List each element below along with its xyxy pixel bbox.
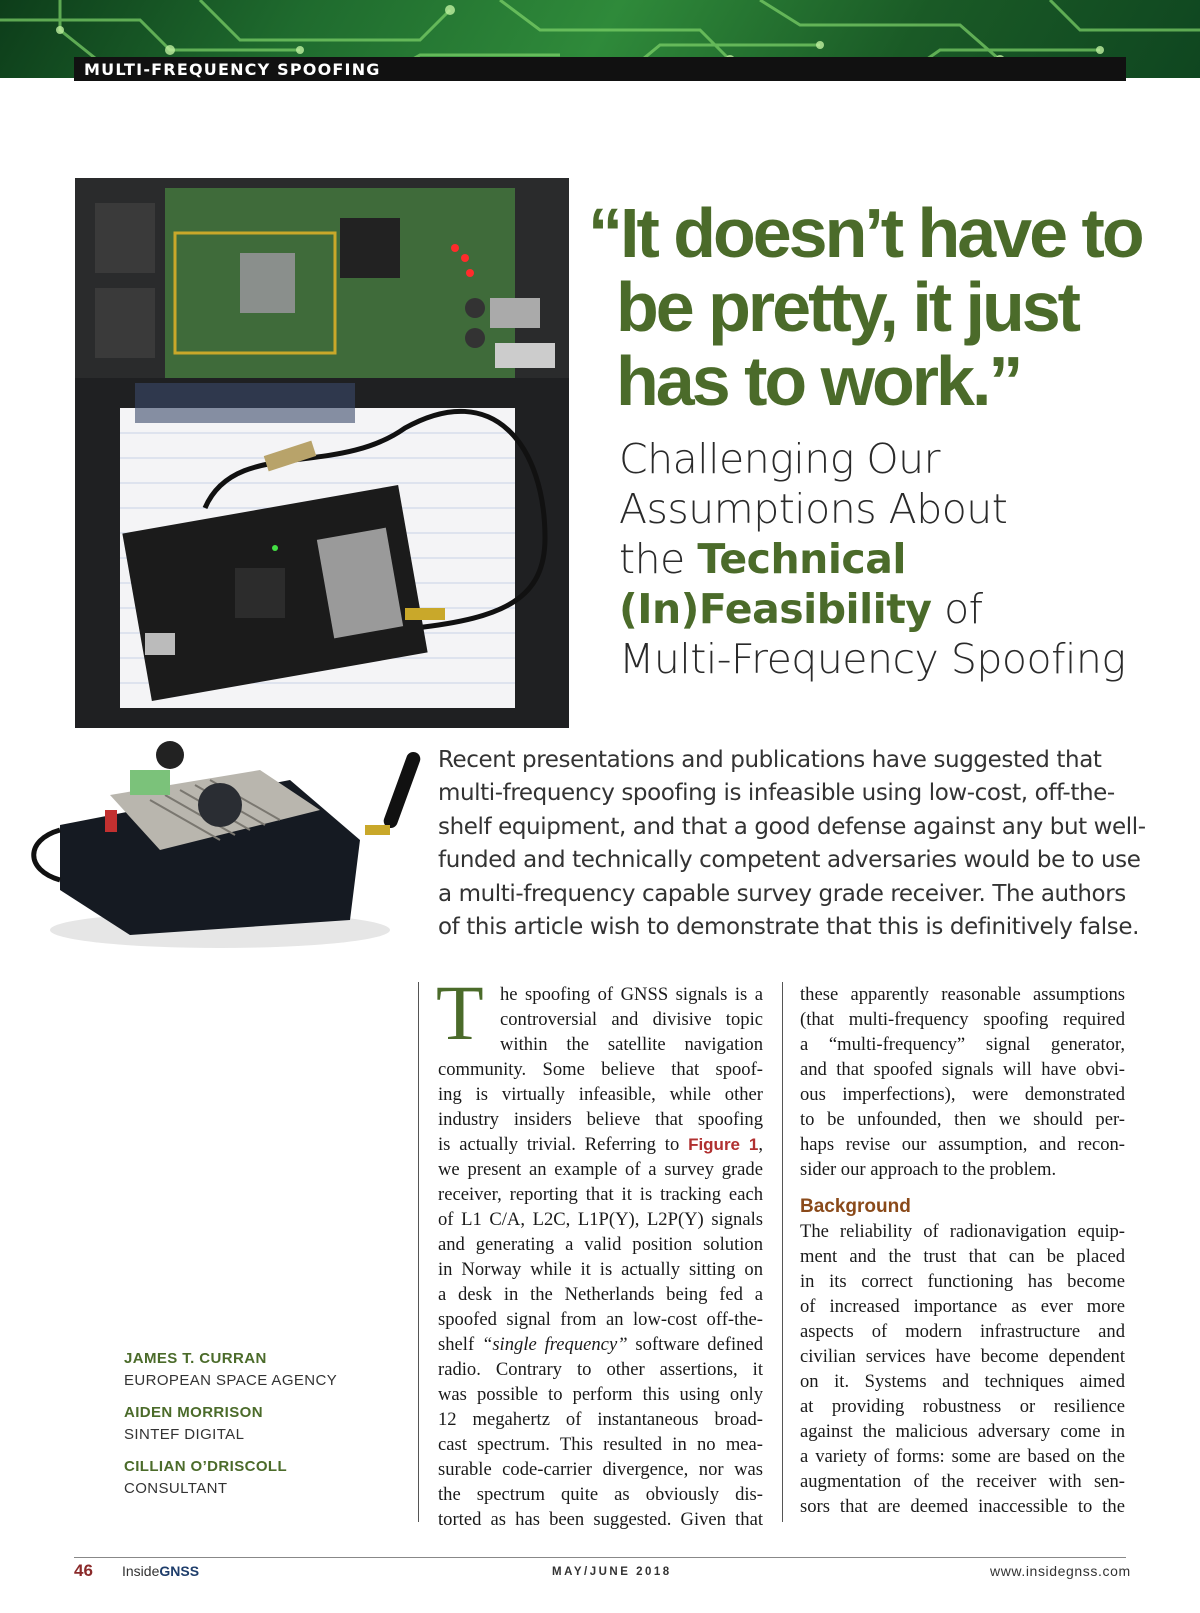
pull-quote — [588, 196, 1148, 418]
body-text: is actually trivial. Referring to — [438, 1134, 689, 1155]
body-line: aspects of modern infrastructure and — [800, 1321, 1125, 1342]
section-label: MULTI-FREQUENCY SPOOFING — [84, 59, 381, 79]
body-line: receiver, reporting that it is tracking each — [438, 1184, 763, 1205]
body-line: ment and the trust that can be placed — [800, 1246, 1125, 1267]
body-line: augmentation of the receiver with sen- — [800, 1471, 1125, 1492]
pull-quote-line: “It doesn’t have to — [588, 194, 1142, 272]
headline-line: Assumptions About — [619, 485, 1008, 533]
article-deck — [438, 744, 1146, 944]
author-name: AIDEN MORRISON — [124, 1404, 263, 1421]
body-line: was possible to perform this using only — [438, 1384, 763, 1405]
drop-cap: T — [436, 969, 484, 1056]
body-line: sider our approach to the problem. — [800, 1159, 1057, 1180]
section-heading-background: Background — [800, 1196, 911, 1217]
body-line: he spoofing of GNSS signals is a — [500, 984, 763, 1005]
author-affiliation: EUROPEAN SPACE AGENCY — [124, 1372, 338, 1389]
author-list — [124, 1348, 384, 1510]
spoofing-hardware-photo — [75, 178, 569, 728]
deck-line: Recent presentations and publications have suggested that — [438, 747, 1102, 773]
body-line: civilian services have become dependent — [800, 1346, 1125, 1367]
body-line: and that spoofed signals will have obvi- — [800, 1059, 1125, 1080]
body-line: ous imperfections), were demonstrated — [800, 1084, 1125, 1105]
body-line: The reliability of radionavigation equip- — [800, 1221, 1125, 1242]
body-text: , — [758, 1134, 764, 1155]
article-headline — [619, 434, 1159, 684]
pull-quote-line: be pretty, it just — [616, 268, 1078, 346]
pull-quote-line: has to work.” — [616, 342, 1021, 420]
author-affiliation: SINTEF DIGITAL — [124, 1426, 245, 1443]
body-line: on it. Systems and techniques aimed — [800, 1371, 1125, 1392]
body-line: of increased importance as ever more — [800, 1296, 1125, 1317]
body-column-1 — [438, 982, 763, 1532]
author-affiliation: CONSULTANT — [124, 1480, 228, 1497]
brand-prefix: Inside — [122, 1563, 160, 1579]
body-line: sors that are deemed inaccessible to the — [800, 1496, 1125, 1517]
body-italic-text: “single frequency” — [481, 1334, 628, 1355]
body-line: we present an example of a survey grade — [438, 1159, 763, 1180]
body-line: against the malicious adversary come in — [800, 1421, 1125, 1442]
body-line: 12 megahertz of instantaneous broad- — [438, 1409, 763, 1430]
publication-brand — [122, 1563, 199, 1579]
body-line: at providing robustness or resilience — [800, 1396, 1125, 1417]
headline-text: of — [931, 585, 983, 633]
headline-emphasis: (In)Feasibility — [619, 585, 932, 633]
figure-1-link[interactable]: Figure 1 — [688, 1135, 759, 1154]
body-line — [438, 1332, 763, 1357]
brand-suffix: GNSS — [159, 1563, 200, 1579]
body-line: these apparently reasonable assumptions — [800, 984, 1125, 1005]
headline-text: the — [619, 535, 698, 583]
body-line: ing is virtually infeasible, while other — [438, 1084, 763, 1105]
body-line: torted as has been suggested. Given that — [438, 1509, 763, 1530]
body-line: a variety of forms: some are based on the — [800, 1446, 1125, 1467]
author-name: JAMES T. CURRAN — [124, 1350, 267, 1367]
body-line: community. Some believe that spoof- — [438, 1059, 763, 1080]
body-line: cast spectrum. This resulted in no mea- — [438, 1434, 763, 1455]
body-line: spoofed signal from an low-cost off-the- — [438, 1309, 763, 1330]
body-line: to be unfounded, then we should per- — [800, 1109, 1125, 1130]
author-name: CILLIAN O’DRISCOLL — [124, 1458, 288, 1475]
headline-emphasis: Technical — [697, 535, 906, 583]
footer-rule — [74, 1557, 1126, 1558]
body-line: within the satellite navigation — [500, 1034, 763, 1055]
headline-line — [619, 534, 1159, 584]
deck-line: of this article wish to demonstrate that this is definitively false. — [438, 914, 1140, 941]
deck-line: funded and technically competent adversaries would be to use — [438, 847, 1141, 874]
body-line: and generating a valid position solution — [438, 1234, 763, 1255]
body-line: of L1 C/A, L2C, L1P(Y), L2P(Y) signals — [438, 1209, 763, 1230]
issue-date: MAY/JUNE 2018 — [552, 1566, 672, 1578]
deck-line: a multi-frequency capable survey grade receiver. The authors — [438, 880, 1126, 907]
headline-line: Challenging Our — [619, 435, 940, 483]
body-text: software defined — [627, 1334, 763, 1355]
body-line: the spectrum quite as obviously dis- — [438, 1484, 763, 1505]
headline-line: Multi-Frequency Spoofing — [619, 635, 1126, 683]
body-line: in Norway while it is actually sitting on — [438, 1259, 763, 1280]
section-header-bar — [74, 57, 1126, 81]
body-line: (that multi-frequency spoofing required — [800, 1009, 1125, 1030]
body-line: surable code-carrier divergence, nor was — [438, 1459, 763, 1480]
body-line: in its correct functioning has become — [800, 1271, 1125, 1292]
column-divider — [418, 982, 419, 1522]
body-line: a “multi-frequency” signal generator, — [800, 1034, 1125, 1055]
body-line — [438, 1132, 763, 1157]
deck-line: shelf equipment, and that a good defense against any but well- — [438, 813, 1146, 840]
column-divider — [782, 982, 783, 1522]
body-column-2 — [800, 982, 1125, 1519]
body-line: a desk in the Netherlands being fed a — [438, 1284, 763, 1305]
sdr-device-photo — [20, 740, 425, 955]
body-line: industry insiders believe that spoofing — [438, 1109, 763, 1130]
deck-line: multi-frequency spoofing is infeasible using low-cost, off-the- — [438, 780, 1115, 807]
website-link[interactable]: www.insidegnss.com — [990, 1563, 1131, 1579]
page-number: 46 — [74, 1561, 93, 1580]
body-line: haps revise our assumption, and recon- — [800, 1134, 1125, 1155]
headline-line — [619, 584, 1159, 634]
body-text: shelf — [438, 1334, 482, 1355]
body-line: controversial and divisive topic — [500, 1009, 763, 1030]
body-line: radio. Contrary to other assertions, it — [438, 1359, 763, 1380]
